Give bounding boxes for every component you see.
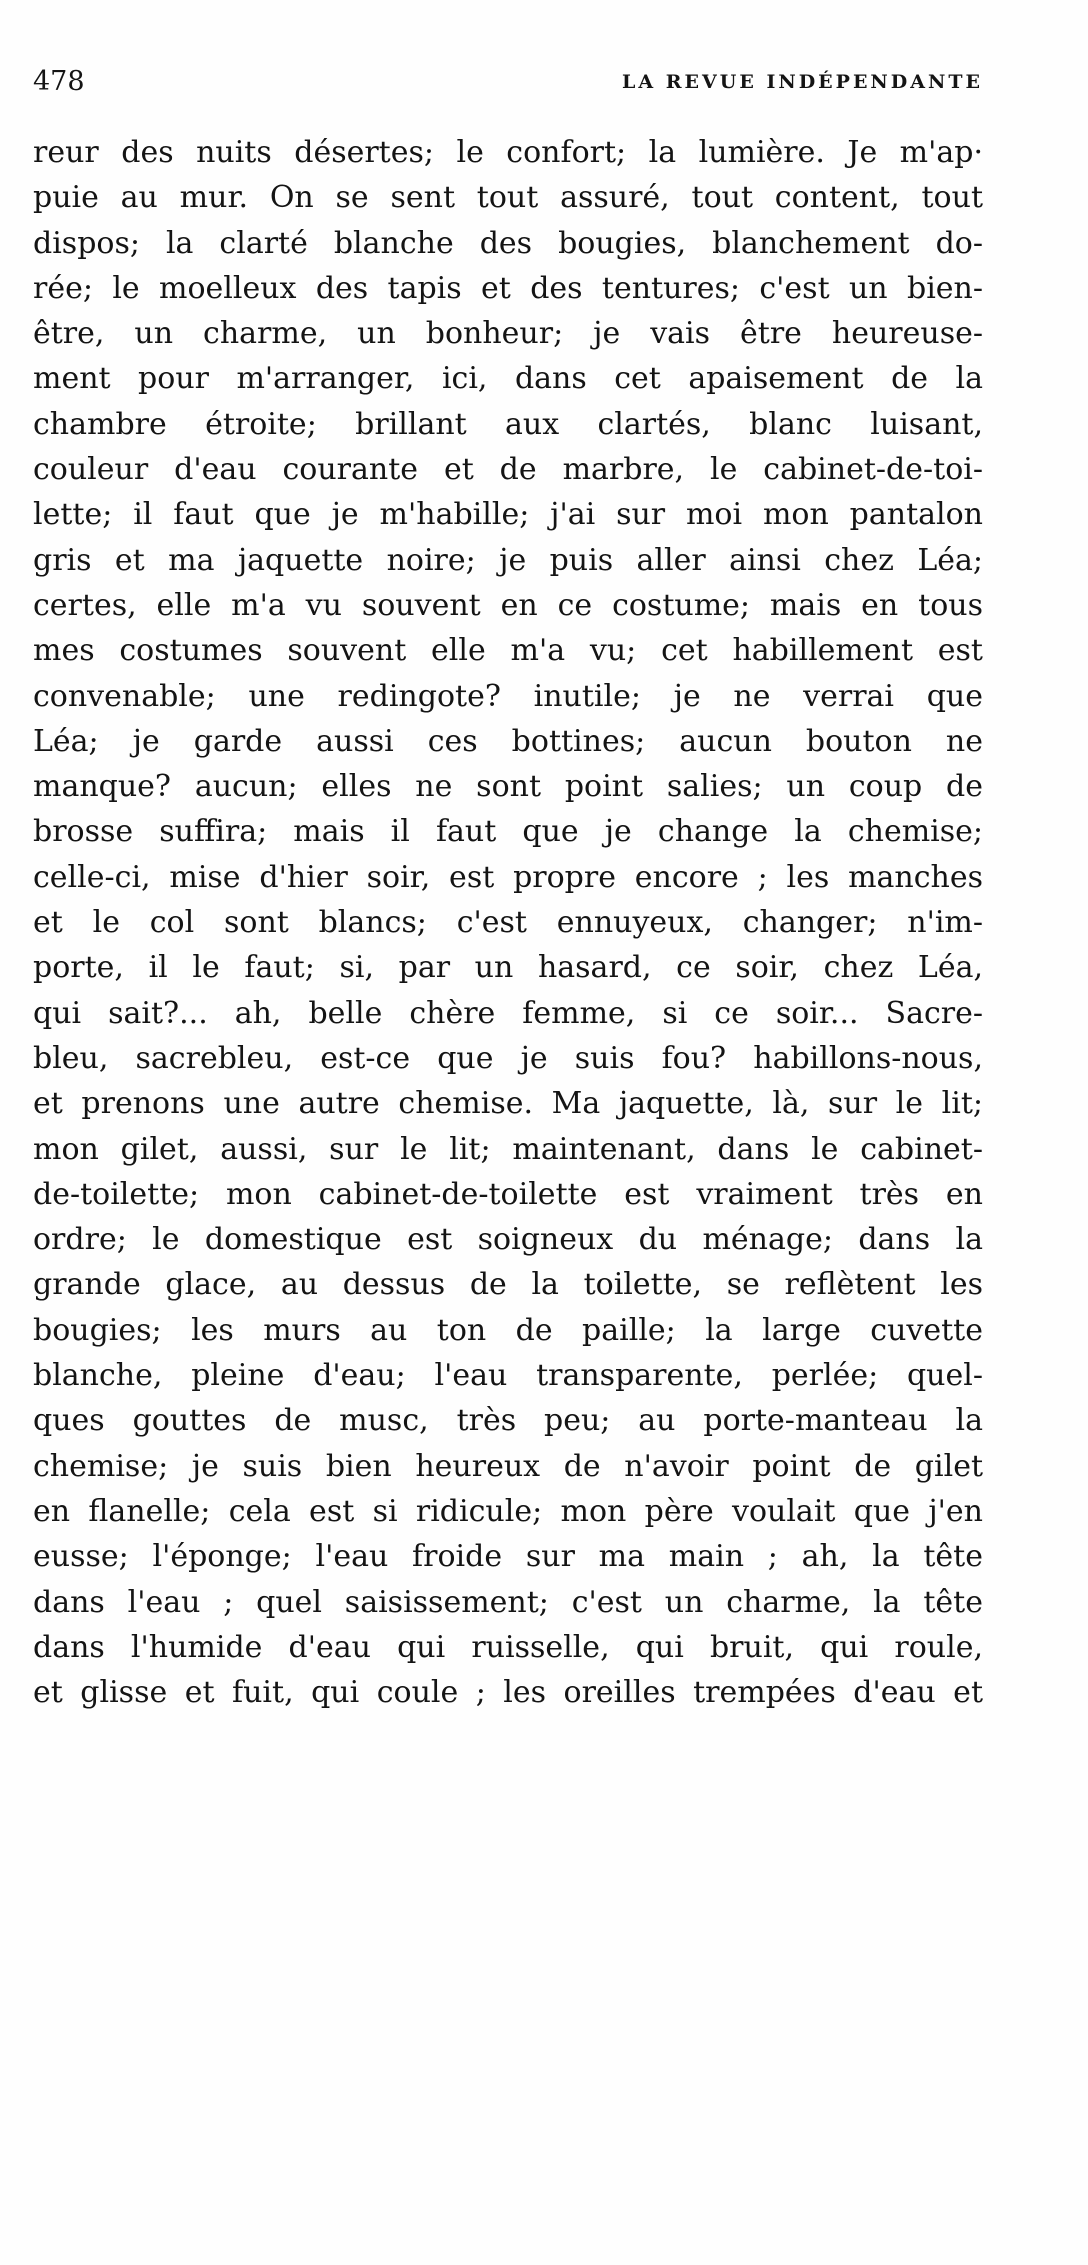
text-line: ques gouttes de musc, très peu; au porte-manteau la: [33, 1403, 983, 1439]
text-line: qui sait?... ah, belle chère femme, si ce soir... Sacre-: [33, 995, 983, 1031]
text-line: mes costumes souvent elle m'a vu; cet habillement est: [33, 633, 983, 669]
text-line: mon gilet, aussi, sur le lit; maintenant, dans le cabinet-: [33, 1131, 983, 1167]
text-line: de-toilette; mon cabinet-de-toilette est vraiment très en: [33, 1176, 983, 1212]
text-line: bleu, sacrebleu, est-ce que je suis fou? habillons-nous,: [33, 1040, 983, 1076]
text-line: couleur d'eau courante et de marbre, le cabinet-de-toi-: [33, 452, 983, 488]
text-line: grande glace, au dessus de la toilette, se reflètent les: [33, 1267, 983, 1303]
journal-title: LA REVUE INDÉPENDANTE: [622, 71, 983, 93]
text-line: ordre; le domestique est soigneux du ménage; dans la: [33, 1222, 983, 1258]
text-line: dispos; la clarté blanche des bougies, blanchement do-: [33, 225, 983, 261]
text-line: puie au mur. On se sent tout assuré, tout content, tout: [33, 180, 983, 216]
text-line: eusse; l'éponge; l'eau froide sur ma main ; ah, la tête: [33, 1539, 983, 1575]
text-line: convenable; une redingote? inutile; je ne verrai que: [33, 678, 983, 714]
text-line: et prenons une autre chemise. Ma jaquette, là, sur le lit;: [33, 1086, 983, 1122]
running-head: [33, 62, 983, 102]
text-line: manque? aucun; elles ne sont point salies; un coup de: [33, 769, 983, 805]
text-line: en flanelle; cela est si ridicule; mon père voulait que j'en: [33, 1493, 983, 1529]
text-line: dans l'humide d'eau qui ruisselle, qui bruit, qui roule,: [33, 1629, 983, 1665]
text-line: bougies; les murs au ton de paille; la large cuvette: [33, 1312, 983, 1348]
text-line: reur des nuits désertes; le confort; la lumière. Je m'ap·: [33, 135, 983, 170]
text-line: certes, elle m'a vu souvent en ce costume; mais en tous: [33, 587, 983, 623]
text-line: et glisse et fuit, qui coule ; les oreilles trempées d'eau et: [33, 1675, 983, 1711]
text-line: blanche, pleine d'eau; l'eau transparente, perlée; quel-: [33, 1358, 983, 1394]
text-line: être, un charme, un bonheur; je vais être heureuse-: [33, 316, 983, 352]
text-line: et le col sont blancs; c'est ennuyeux, changer; n'im-: [33, 905, 983, 941]
text-line: Léa; je garde aussi ces bottines; aucun bouton ne: [33, 723, 983, 759]
text-line: brosse suffira; mais il faut que je change la chemise;: [33, 814, 983, 850]
text-line: gris et ma jaquette noire; je puis aller ainsi chez Léa;: [33, 542, 983, 578]
body-text: [33, 130, 983, 1715]
text-line: ment pour m'arranger, ici, dans cet apaisement de la: [33, 361, 983, 397]
text-line: celle-ci, mise d'hier soir, est propre encore ; les manches: [33, 859, 983, 895]
text-line: dans l'eau ; quel saisissement; c'est un charme, la tête: [33, 1584, 983, 1620]
text-line: chambre étroite; brillant aux clartés, blanc luisant,: [33, 406, 983, 442]
text-line: rée; le moelleux des tapis et des tentures; c'est un bien-: [33, 270, 983, 306]
page-number: 478: [33, 66, 85, 97]
text-line: porte, il le faut; si, par un hasard, ce soir, chez Léa,: [33, 950, 983, 986]
text-line: chemise; je suis bien heureux de n'avoir point de gilet: [33, 1448, 983, 1484]
text-line: lette; il faut que je m'habille; j'ai sur moi mon pantalon: [33, 497, 983, 533]
